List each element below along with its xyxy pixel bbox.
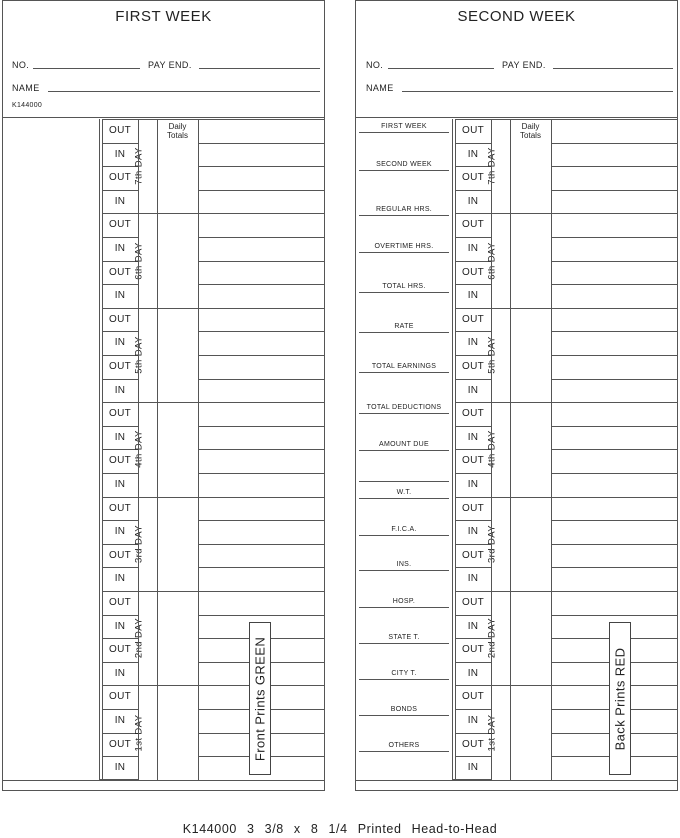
back-summary-line [359, 170, 449, 171]
front-grid-vline [157, 119, 158, 780]
back-grid-vline [455, 119, 456, 780]
back-summary-line [359, 570, 449, 571]
back-summary-label: TOTAL EARNINGS [371, 363, 437, 370]
front-row-line [102, 756, 138, 757]
back-punch-cell: OUT [461, 455, 484, 467]
front-punch-cell: OUT [108, 549, 131, 561]
front-header-divider [3, 117, 324, 118]
back-no-line [388, 68, 494, 69]
front-punch-cell: OUT [108, 266, 131, 278]
back-punch-cell: IN [467, 195, 479, 207]
back-summary-line [359, 679, 449, 680]
front-total-line [198, 473, 324, 474]
back-punch-cell: OUT [461, 219, 484, 231]
back-row-line [455, 426, 491, 427]
front-total-line [198, 497, 324, 498]
front-total-line [198, 143, 324, 144]
back-grid-vline [452, 119, 453, 780]
front-row-line [102, 331, 138, 332]
front-total-line [198, 426, 324, 427]
front-day-divider [102, 119, 324, 120]
front-row-line [102, 284, 138, 285]
front-day-label: 3rd DAY [133, 524, 144, 563]
front-total-line [198, 213, 324, 214]
back-row-line [455, 190, 491, 191]
front-no-line [33, 68, 140, 69]
back-summary-label: INS. [396, 561, 412, 568]
back-summary-label: HOSP. [392, 598, 416, 605]
back-summary-line [359, 332, 449, 333]
back-pay-end-line [553, 68, 673, 69]
front-punch-cell: IN [114, 195, 126, 207]
back-punch-cell: OUT [461, 597, 484, 608]
front-day-label: 1st DAY [133, 714, 144, 752]
front-row-line [102, 520, 138, 521]
front-pay-end-label: PAY END. [148, 60, 192, 70]
back-total-line [551, 213, 677, 214]
front-grid-vline [102, 119, 103, 780]
front-row-line [102, 709, 138, 710]
back-day-label: 6th DAY [486, 241, 497, 280]
front-print-stamp-text: Front Prints GREEN [252, 636, 268, 761]
back-punch-cell: IN [467, 573, 479, 585]
front-punch-cell: IN [114, 243, 126, 254]
back-day-label: 3rd DAY [486, 524, 497, 563]
front-total-line [198, 567, 324, 568]
back-total-line [551, 261, 677, 262]
back-punch-cell: OUT [461, 408, 484, 420]
back-summary-label: CITY T. [391, 670, 417, 677]
back-punch-cell: IN [467, 148, 479, 160]
back-total-line [551, 520, 677, 521]
front-total-line [198, 190, 324, 191]
front-total-line [198, 284, 324, 285]
back-punch-cell: OUT [461, 691, 484, 703]
front-total-line [198, 166, 324, 167]
front-row-line [102, 662, 138, 663]
back-total-line [551, 615, 677, 616]
back-name-label: NAME [366, 83, 394, 93]
back-punch-cell: OUT [461, 313, 484, 325]
front-total-line [198, 520, 324, 521]
back-day-label: 2nd DAY [486, 618, 497, 659]
back-row-line [455, 662, 491, 663]
front-punch-cell: OUT [108, 313, 131, 325]
front-punch-cell: IN [114, 573, 126, 585]
front-total-line [198, 449, 324, 450]
front-day-label: 7th DAY [133, 147, 144, 185]
front-total-line [198, 379, 324, 380]
front-punch-cell: IN [114, 620, 126, 632]
front-row-line [102, 567, 138, 568]
back-total-line [551, 331, 677, 332]
front-grid-vline [198, 119, 199, 780]
back-punch-cell: OUT [461, 266, 484, 278]
front-punch-cell: OUT [108, 502, 131, 514]
front-total-line [198, 331, 324, 332]
back-row-line [455, 379, 491, 380]
back-summary-label: TOTAL HRS. [382, 283, 426, 290]
front-punch-cell: OUT [108, 172, 131, 184]
back-punch-cell: OUT [461, 361, 484, 372]
back-summary-line [359, 481, 449, 482]
front-grid-vline [99, 119, 100, 780]
back-punch-cell: IN [467, 620, 479, 632]
back-grid-vline [491, 119, 492, 780]
back-total-line [551, 473, 677, 474]
front-punch-cell: OUT [108, 455, 131, 467]
back-total-line [551, 497, 677, 498]
front-grid-bottom [3, 780, 324, 781]
back-summary-line [359, 751, 449, 752]
back-grid-vline [510, 119, 511, 780]
back-total-line [551, 143, 677, 144]
back-row-line [455, 143, 491, 144]
back-summary-label: OTHERS [388, 742, 420, 749]
front-punch-cell: OUT [108, 361, 131, 372]
back-punch-cell: OUT [461, 644, 484, 656]
back-title: SECOND WEEK [457, 8, 576, 25]
back-daily-totals-label: Daily Totals [520, 122, 541, 140]
front-pay-end-line [199, 68, 320, 69]
front-no-label: NO. [12, 60, 30, 70]
back-summary-line [359, 413, 449, 414]
front-row-line [102, 615, 138, 616]
back-summary-label: W.T. [396, 489, 412, 496]
back-row-line [455, 709, 491, 710]
back-punch-cell: IN [467, 667, 479, 679]
front-total-line [198, 615, 324, 616]
front-punch-cell: OUT [108, 644, 131, 656]
back-summary-label: SECOND WEEK [376, 161, 432, 168]
back-punch-cell: IN [467, 479, 479, 490]
back-total-line [551, 449, 677, 450]
front-punch-cell: IN [114, 290, 126, 302]
back-summary-label: OVERTIME HRS. [374, 243, 434, 250]
back-punch-cell: OUT [461, 738, 484, 750]
back-row-line [455, 284, 491, 285]
back-total-line [551, 591, 677, 592]
back-total-line [551, 237, 677, 238]
back-row-line [455, 237, 491, 238]
back-row-line [455, 331, 491, 332]
front-punch-cell: OUT [108, 691, 131, 703]
back-punch-cell: IN [467, 526, 479, 538]
back-row-line [455, 520, 491, 521]
front-print-stamp [249, 622, 271, 775]
back-day-label: 7th DAY [486, 147, 497, 185]
back-total-line [551, 355, 677, 356]
back-summary-line [359, 498, 449, 499]
back-punch-cell: IN [467, 762, 479, 774]
card-spec-footer: K144000 3 3/8 x 8 1/4 Printed Head-to-Head [182, 822, 498, 836]
front-day-label: 5th DAY [133, 336, 144, 374]
back-summary-line [359, 252, 449, 253]
back-grid-bottom [356, 780, 677, 781]
back-summary-label: F.I.C.A. [391, 526, 417, 533]
back-punch-cell: OUT [461, 125, 484, 136]
front-total-line [198, 308, 324, 309]
back-punch-cell: IN [467, 337, 479, 349]
back-total-line [551, 567, 677, 568]
back-total-line [551, 544, 677, 545]
front-day-label: 6th DAY [133, 241, 144, 280]
back-summary-line [359, 215, 449, 216]
front-punch-cell: OUT [108, 125, 131, 136]
back-total-line [551, 166, 677, 167]
back-summary-label: RATE [394, 323, 414, 330]
back-summary-label: TOTAL DEDUCTIONS [366, 404, 442, 411]
front-punch-cell: IN [114, 715, 126, 726]
back-day-label: 1st DAY [486, 714, 497, 752]
front-row-line [102, 143, 138, 144]
back-summary-label: FIRST WEEK [381, 123, 427, 130]
back-total-line [551, 379, 677, 380]
front-total-line [198, 355, 324, 356]
front-punch-cell: OUT [108, 219, 131, 231]
back-pay-end-label: PAY END. [502, 60, 546, 70]
back-row-line [455, 756, 491, 757]
back-total-line [551, 426, 677, 427]
front-punch-cell: IN [114, 148, 126, 160]
back-summary-line [359, 372, 449, 373]
front-punch-cell: IN [114, 526, 126, 538]
back-punch-cell: IN [467, 431, 479, 443]
front-row-line [102, 237, 138, 238]
front-punch-cell: IN [114, 762, 126, 774]
back-summary-label: BONDS [390, 706, 418, 713]
front-punch-cell: IN [114, 431, 126, 443]
front-punch-cell: OUT [108, 597, 131, 608]
back-row-line [455, 615, 491, 616]
back-summary-label: AMOUNT DUE [379, 441, 429, 448]
back-punch-cell: OUT [461, 172, 484, 184]
front-title: FIRST WEEK [115, 8, 212, 25]
front-row-line [102, 379, 138, 380]
front-total-line [198, 402, 324, 403]
front-name-label: NAME [12, 83, 40, 93]
front-total-line [198, 591, 324, 592]
front-punch-cell: OUT [108, 738, 131, 750]
front-row-line [102, 473, 138, 474]
front-total-line [198, 544, 324, 545]
back-summary-line [359, 643, 449, 644]
back-punch-cell: OUT [461, 549, 484, 561]
back-summary-line [359, 607, 449, 608]
front-day-label: 2nd DAY [133, 618, 144, 659]
back-summary-line [359, 450, 449, 451]
back-grid-vline [551, 119, 552, 780]
front-day-label: 4th DAY [133, 430, 144, 469]
front-card-code: K144000 [12, 102, 43, 109]
back-day-label: 4th DAY [486, 430, 497, 469]
back-no-label: NO. [366, 60, 384, 70]
back-summary-line [359, 292, 449, 293]
back-row-line [455, 567, 491, 568]
back-punch-cell: IN [467, 384, 479, 396]
back-name-line [402, 91, 673, 92]
front-row-line [102, 426, 138, 427]
back-day-label: 5th DAY [486, 336, 497, 374]
back-day-divider [455, 119, 677, 120]
back-total-line [551, 402, 677, 403]
back-total-line [551, 190, 677, 191]
back-total-line [551, 284, 677, 285]
front-punch-cell: IN [114, 337, 126, 349]
back-punch-cell: IN [467, 290, 479, 302]
back-summary-line [359, 535, 449, 536]
time-card-front [2, 0, 325, 791]
back-summary-line [359, 132, 449, 133]
back-punch-cell: IN [467, 243, 479, 254]
time-card-back [355, 0, 678, 791]
front-punch-cell: IN [114, 384, 126, 396]
back-header-divider [356, 117, 677, 118]
back-punch-cell: IN [467, 715, 479, 726]
back-summary-line [359, 715, 449, 716]
front-punch-cell: OUT [108, 408, 131, 420]
back-summary-label: REGULAR HRS. [375, 206, 433, 213]
back-summary-label: STATE T. [388, 634, 420, 641]
back-total-line [551, 308, 677, 309]
front-total-line [198, 237, 324, 238]
back-row-line [455, 473, 491, 474]
front-punch-cell: IN [114, 667, 126, 679]
front-total-line [198, 261, 324, 262]
front-row-line [102, 190, 138, 191]
back-print-stamp [609, 622, 631, 775]
front-daily-totals-label: Daily Totals [167, 122, 188, 140]
front-name-line [48, 91, 320, 92]
back-print-stamp-text: Back Prints RED [612, 647, 628, 750]
front-punch-cell: IN [114, 479, 126, 490]
front-grid-vline [138, 119, 139, 780]
back-punch-cell: OUT [461, 502, 484, 514]
